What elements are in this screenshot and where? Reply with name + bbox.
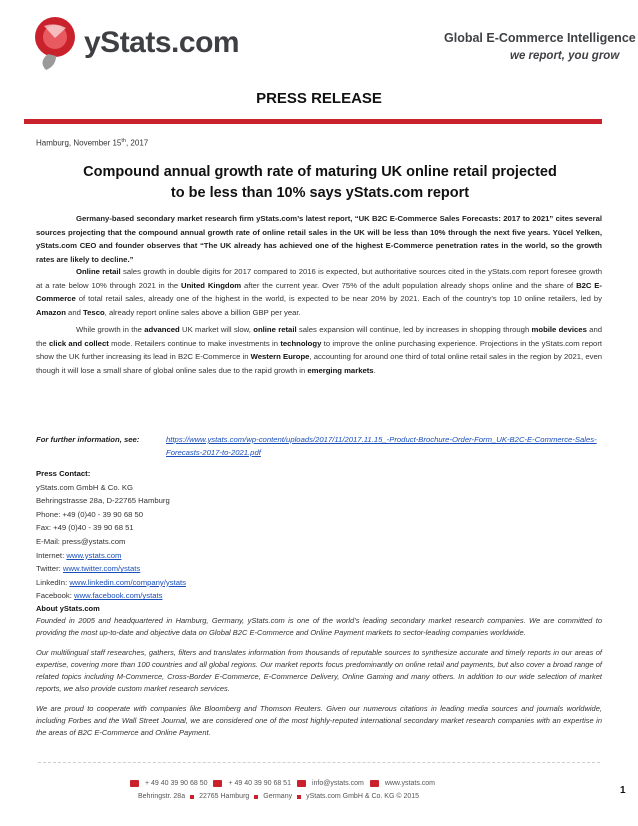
- text-span: sales expansion will continue, led by increases in shopping through: [296, 325, 532, 334]
- kw-b2c-ecommerce: B2C E-Commerce: [36, 280, 602, 304]
- press-release-title: PRESS RELEASE: [256, 90, 382, 107]
- logo-mark-icon: [34, 14, 80, 72]
- contact-twitter: [36, 562, 186, 576]
- footer-city: 22765 Hamburg: [199, 793, 250, 800]
- twitter-label: Twitter:: [36, 564, 63, 574]
- fax-icon: [213, 780, 222, 787]
- kw-technology: technology: [280, 338, 322, 348]
- separator-icon: [190, 795, 194, 799]
- text-span: after the current year. Over 75% of the adult population already shops online and the share of: [241, 280, 577, 290]
- kw-amazon: Amazon: [36, 308, 66, 318]
- text-span: , accounting for around one third of total online retail sales in the region by 2021, even though it will lose a small share of global online sales due to the rapid growth in: [36, 352, 602, 376]
- text-span: While growth in the: [76, 325, 145, 334]
- paragraph-2: [36, 265, 602, 320]
- footer-email[interactable]: info@ystats.com: [311, 780, 364, 787]
- further-info-label: For further information, see:: [36, 435, 140, 444]
- about-paragraph-1: Founded in 2005 and headquartered in Hamburg, Germany, yStats.com is one of the world’s leading secondary market research companies. We are committed to providing the most up-to-date and objective data on Global B2C E-Commerce and Online Payment markets to sector-leading companies worldwide.: [36, 616, 602, 637]
- email-icon: [297, 780, 306, 787]
- text-span: UK market will slow,: [179, 325, 254, 334]
- about-paragraph-2: Our multilingual staff researches, gathers, filters and translates information from thousands of reputable sources to synthesize accurate and timely reports in our areas of expertise, covering more than 100 countries and all global regions. Our market reports focus predominantly on online retail and payments, but also cover a broad range of related topics including M-Commerce, Cross-Border E-Commerce, E-Commerce Delivery, Online Gaming and many others. In addition to our wide selection of market reports, we also provide custom market research services.: [36, 648, 602, 693]
- further-information: [36, 433, 606, 459]
- footer-fax: + 49 40 39 90 68 51: [228, 780, 291, 787]
- separator-icon: [254, 795, 258, 799]
- contact-facebook: [36, 589, 186, 603]
- kw-western-europe: Western Europe: [250, 352, 310, 362]
- kw-tesco: Tesco: [83, 308, 105, 318]
- contact-linkedin: [36, 576, 186, 590]
- date-suffix-sup: th: [121, 138, 126, 144]
- press-contact-heading: Press Contact:: [36, 469, 91, 478]
- text-span: , already report online sales above a billion GBP per year.: [104, 308, 301, 318]
- twitter-link[interactable]: www.twitter.com/ystats: [62, 564, 141, 574]
- footer-country: Germany: [263, 793, 293, 800]
- logo-text: yStats.com: [84, 26, 240, 59]
- kw-united-kingdom: United Kingdom: [181, 280, 242, 290]
- tagline-secondary: we report, you grow: [510, 50, 620, 62]
- internet-label: Internet:: [36, 550, 67, 560]
- text-span: of total retail sales, already one of the highest in the world, is expected to be near 20% by 2021. Each of the country’s top 10 online retailers, led by: [75, 294, 602, 304]
- about-section: [36, 603, 602, 747]
- kw-emerging-markets: emerging markets: [307, 366, 374, 376]
- brochure-link[interactable]: https://www.ystats.com/wp-content/uploads/2017/11/2017.11.15_-Product-Brochure-Order-Form_UK-B2C-E-Commerce-Sales-: [166, 435, 597, 444]
- page-number: 1: [620, 785, 626, 796]
- contact-email: E-Mail: press@ystats.com: [36, 536, 126, 546]
- text-span: to improve the online purchasing experience. Projections in the yStats.com report show the UK further increasing its lead in B2C E-Commerce in: [36, 338, 603, 362]
- text-span: and: [65, 308, 84, 318]
- footer-street: Behringstr. 28a: [138, 793, 186, 800]
- footer: [130, 780, 520, 800]
- kw-mobile-devices: mobile devices: [531, 325, 587, 334]
- kw-advanced: advanced: [144, 325, 180, 334]
- facebook-label: Facebook:: [36, 591, 75, 601]
- date-year: , 2017: [125, 138, 149, 148]
- kw-online-retail: online retail: [253, 325, 297, 334]
- footer-divider: [38, 762, 600, 763]
- contact-fax: Fax: +49 (0)40 - 39 90 68 51: [36, 523, 134, 533]
- text-span: sales growth in double digits for 2017 compared to 2016 is expected, but authoritative sources cited in the yStats.com report foresee growth at a rate below 10% through 2021 in the: [36, 267, 602, 290]
- contact-internet: [36, 549, 186, 563]
- ystats-logo: [34, 14, 244, 80]
- paragraph-3: [36, 323, 602, 378]
- facebook-link[interactable]: www.facebook.com/ystats: [74, 591, 163, 601]
- linkedin-link[interactable]: www.linkedin.com/company/ystats: [69, 577, 186, 587]
- separator-icon: [297, 795, 301, 799]
- footer-web[interactable]: www.ystats.com: [384, 780, 435, 787]
- press-contact: [36, 467, 186, 603]
- linkedin-label: LinkedIn:: [36, 577, 70, 587]
- lead-text: Germany-based secondary market research firm yStats.com’s latest report, “UK B2C E-Commerce Sales Forecasts: 2017 to 2021” cites several sources projecting that the compound annual growth rate of online retail sales in the UK will be less than 10% through the next five years. Yücel Yelken, yStats.com CEO and founder observes that “The UK already has achieved one of the highest E-Commerce penetration rates in the world, so the growth rates are likely to decline.”: [36, 214, 602, 265]
- about-heading: About yStats.com: [36, 604, 100, 613]
- footer-phone: + 49 40 39 90 68 50: [145, 780, 208, 787]
- about-paragraph-3: We are proud to cooperate with companies like Bloomberg and Thomson Reuters. Given our numerous citations in leading media sources and journals worldwide, including Forbes and the Wall Street Journal, we are considered one of the most highly-reputed international secondary market research companies with an expertise in the areas of B2C E-Commerce and Online Payment.: [36, 704, 602, 737]
- contact-phone: Phone: +49 (0)40 - 39 90 68 50: [36, 509, 144, 519]
- header-divider: [24, 119, 602, 124]
- tagline-primary: Global E-Commerce Intelligence: [444, 31, 636, 45]
- text-span: .: [373, 366, 376, 376]
- internet-link[interactable]: www.ystats.com: [66, 550, 122, 560]
- headline: Compound annual growth rate of maturing UK online retail projected to be less than 10% says yStats.com report: [83, 164, 557, 201]
- contact-company: yStats.com GmbH & Co. KG: [36, 482, 133, 492]
- date-prefix: Hamburg, November 15: [36, 138, 122, 148]
- brochure-link-continued[interactable]: Forecasts-2017-to-2021.pdf: [166, 448, 261, 457]
- release-date: [36, 138, 148, 148]
- web-icon: [370, 780, 379, 787]
- phone-icon: [130, 780, 139, 787]
- kw-click-and-collect: click and collect: [49, 338, 109, 348]
- contact-address: Behringstrasse 28a, D-22765 Hamburg: [36, 496, 170, 506]
- text-span: and the: [36, 325, 603, 348]
- kw-online-retail: Online retail: [76, 267, 121, 276]
- text-span: mode. Retailers continue to make investments in: [108, 338, 281, 348]
- paragraph-lead: [36, 212, 602, 267]
- footer-copyright: yStats.com GmbH & Co. KG © 2015: [306, 793, 420, 800]
